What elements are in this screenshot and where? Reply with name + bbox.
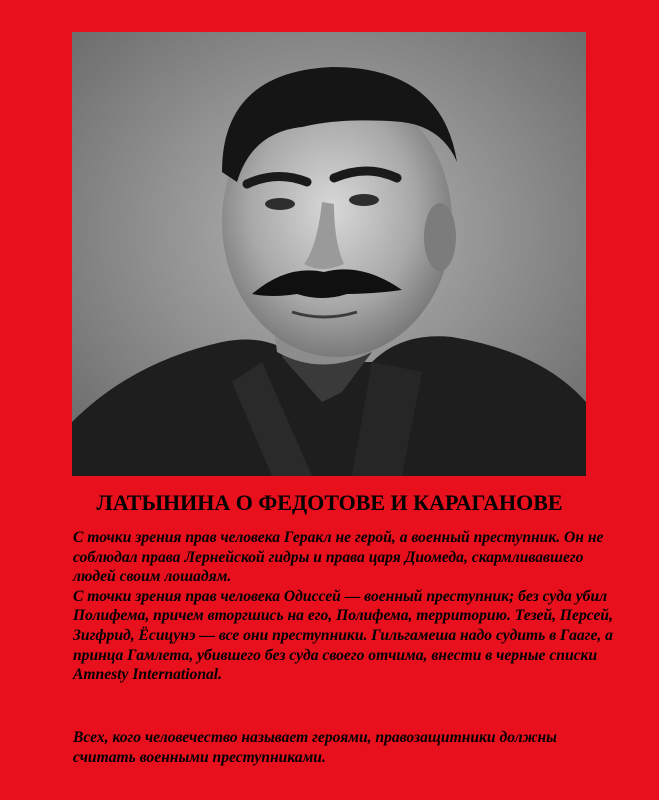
closing-paragraph: Всех, кого человечество называет героями, правозащитники должны считать военными преступниками. [73,729,557,766]
portrait-icon [72,32,586,476]
closing-text [73,728,621,767]
quote-paragraph-2: С точки зрения прав человека Одиссей — военный преступник; без суда убил Полифема, причем вторгшись на его, Полифема, территорию. Тезей, Персей, Зигфрид, Ёсицунэ — все они преступники. Гильгамеша надо судить в Гааге, а принца Гамлета, убившего без суда своего отчима, внести в черные списки Amnesty International. [73,587,613,684]
quote-paragraph-1: С точки зрения прав человека Геракл не герой, а военный преступник. Он не соблюдал права Лернейской гидры и права царя Диомеда, скармливавшего людей своим лошадям. [73,529,604,586]
quote-text [73,528,621,685]
headline: ЛАТЫНИНА О ФЕДОТОВЕ И КАРАГАНОВЕ [96,490,563,515]
portrait-photo [72,32,586,476]
